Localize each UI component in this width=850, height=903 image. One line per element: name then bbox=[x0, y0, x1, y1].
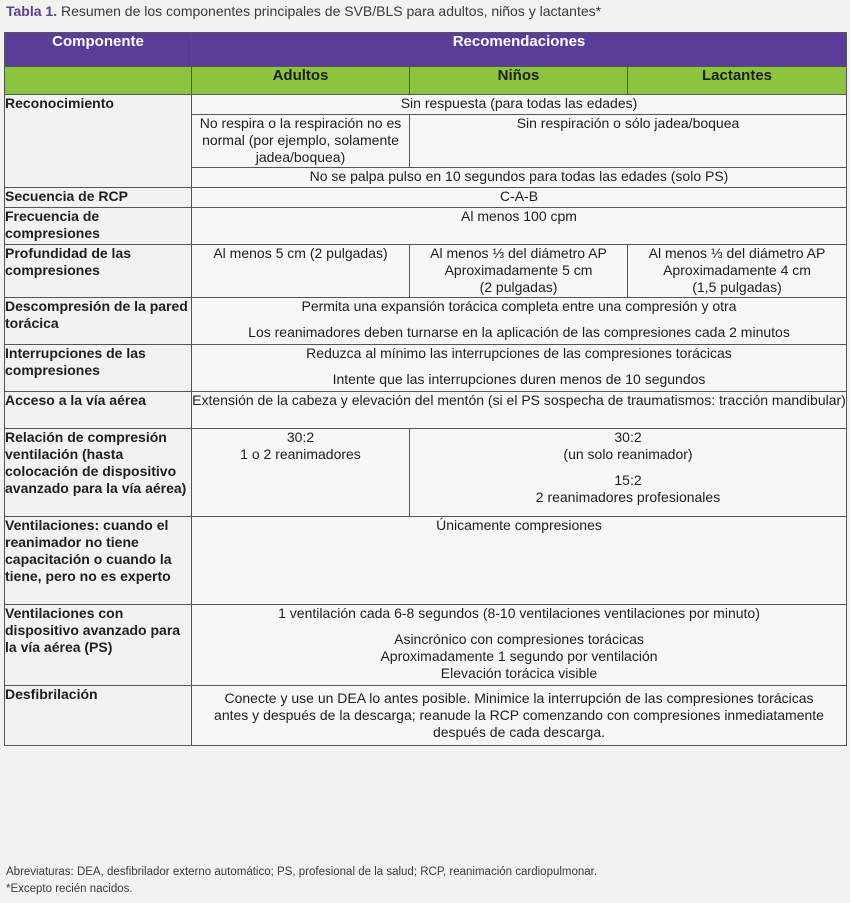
row-label-secuencia: Secuencia de RCP bbox=[5, 188, 192, 208]
cell-text: Reduzca al mínimo las interrupciones de las compresiones torácicas bbox=[306, 345, 732, 361]
footnote-excepto: *Excepto recién nacidos. bbox=[6, 883, 133, 895]
table-row bbox=[5, 245, 847, 298]
row-label-profundidad: Profundidad de las compresiones bbox=[5, 245, 192, 298]
cell-text: Aproximadamente 4 cm bbox=[663, 262, 811, 278]
header-ninos: Niños bbox=[410, 67, 628, 95]
table-row bbox=[5, 95, 847, 115]
row-label-interrupciones: Interrupciones de las compresiones bbox=[5, 345, 192, 392]
cell-reconocimiento-all: Sin respuesta (para todas las edades) bbox=[192, 95, 847, 115]
row-label-frecuencia: Frecuencia de compresiones bbox=[5, 208, 192, 245]
cell-text: Aproximadamente 1 segundo por ventilación bbox=[380, 648, 658, 664]
cell-text: (un solo reanimador) bbox=[563, 446, 693, 462]
table-row bbox=[5, 392, 847, 429]
cell-text: Al menos ⅓ del diámetro AP bbox=[648, 245, 826, 261]
row-label-reconocimiento: Reconocimiento bbox=[5, 95, 192, 188]
table-row bbox=[5, 517, 847, 605]
cell-relacion-adultos bbox=[192, 429, 410, 517]
row-label-ventilaciones-con: Ventilaciones con dispositivo avanzado para la vía aérea (PS) bbox=[5, 605, 192, 686]
header-lactantes: Lactantes bbox=[628, 67, 847, 95]
cell-relacion-ninos-lactantes bbox=[410, 429, 847, 517]
cell-text: Aproximadamente 5 cm bbox=[444, 262, 593, 278]
header-blank bbox=[5, 67, 192, 95]
bls-summary-table bbox=[4, 32, 847, 746]
caption-text: Resumen de los componentes principales de SVB/BLS para adultos, niños y lactantes* bbox=[60, 3, 602, 19]
cell-profundidad-adultos: Al menos 5 cm (2 pulgadas) bbox=[192, 245, 410, 298]
cell-text: 15:2 bbox=[614, 472, 642, 488]
table-row bbox=[5, 298, 847, 345]
cell-reconocimiento-adultos: No respira o la respiración no es normal (por ejemplo, solamente jadea/boquea) bbox=[192, 115, 410, 168]
header-componente: Componente bbox=[5, 33, 192, 67]
row-label-descompresion: Descompresión de la pared torácica bbox=[5, 298, 192, 345]
header-adultos: Adultos bbox=[192, 67, 410, 95]
header-row-2 bbox=[5, 67, 847, 95]
cell-text: 1 ventilación cada 6-8 segundos (8-10 ventilaciones ventilaciones por minuto) bbox=[278, 605, 760, 621]
table-row bbox=[5, 429, 847, 517]
cell-text: (1,5 pulgadas) bbox=[692, 279, 782, 295]
table-row bbox=[5, 208, 847, 245]
footnote-abreviaturas: Abreviaturas: DEA, desfibrilador externo automático; PS, profesional de la salud; RCP, reanimación cardiopulmonar. bbox=[6, 866, 598, 878]
cell-ventilaciones-sin: Únicamente compresiones bbox=[192, 517, 847, 605]
cell-reconocimiento-ninos-lactantes: Sin respiración o sólo jadea/boquea bbox=[410, 115, 847, 168]
header-row-1 bbox=[5, 33, 847, 67]
cell-interrupciones bbox=[192, 345, 847, 392]
cell-profundidad-ninos bbox=[410, 245, 628, 298]
cell-text: Intente que las interrupciones duren menos de 10 segundos bbox=[332, 371, 706, 387]
cell-reconocimiento-pulso: No se palpa pulso en 10 segundos para todas las edades (solo PS) bbox=[192, 168, 847, 188]
cell-acceso: Extensión de la cabeza y elevación del mentón (si el PS sospecha de traumatismos: tracción mandibular) bbox=[192, 392, 847, 429]
cell-text: (2 pulgadas) bbox=[479, 279, 558, 295]
table-row bbox=[5, 605, 847, 686]
table-row bbox=[5, 345, 847, 392]
row-label-desfibrilacion: Desfibrilación bbox=[5, 686, 192, 746]
row-label-relacion: Relación de compresión ventilación (hasta colocación de dispositivo avanzado para la vía aérea) bbox=[5, 429, 192, 517]
row-label-acceso: Acceso a la vía aérea bbox=[5, 392, 192, 429]
row-label-ventilaciones-sin: Ventilaciones: cuando el reanimador no tiene capacitación o cuando la tiene, pero no es experto bbox=[5, 517, 192, 605]
table-row bbox=[5, 686, 847, 746]
cell-text: Los reanimadores deben turnarse en la aplicación de las compresiones cada 2 minutos bbox=[248, 324, 790, 340]
cell-secuencia: C-A-B bbox=[192, 188, 847, 208]
table-caption bbox=[6, 3, 601, 19]
cell-ventilaciones-con bbox=[192, 605, 847, 686]
cell-text: Asincrónico con compresiones torácicas bbox=[394, 631, 644, 647]
cell-text: Permita una expansión torácica completa entre una compresión y otra bbox=[301, 298, 737, 314]
caption-label: Tabla 1. bbox=[6, 3, 58, 19]
cell-text: Al menos ⅓ del diámetro AP bbox=[430, 245, 607, 261]
cell-text: Elevación torácica visible bbox=[440, 665, 598, 681]
cell-desfibrilacion: Conecte y use un DEA lo antes posible. Minimice la interrupción de las compresiones torácicas antes y después de la descarga; reanude la RCP comenzando con compresiones inmediatamente después de cada descarga. bbox=[192, 686, 847, 746]
table-row bbox=[5, 188, 847, 208]
cell-text: 2 reanimadores profesionales bbox=[535, 489, 721, 505]
cell-descompresion bbox=[192, 298, 847, 345]
cell-text: 1 o 2 reanimadores bbox=[240, 446, 361, 462]
cell-text: 30:2 bbox=[614, 429, 642, 445]
cell-frecuencia: Al menos 100 cpm bbox=[192, 208, 847, 245]
cell-text: 30:2 bbox=[286, 429, 315, 445]
cell-profundidad-lactantes bbox=[628, 245, 847, 298]
header-recomendaciones: Recomendaciones bbox=[192, 33, 847, 67]
